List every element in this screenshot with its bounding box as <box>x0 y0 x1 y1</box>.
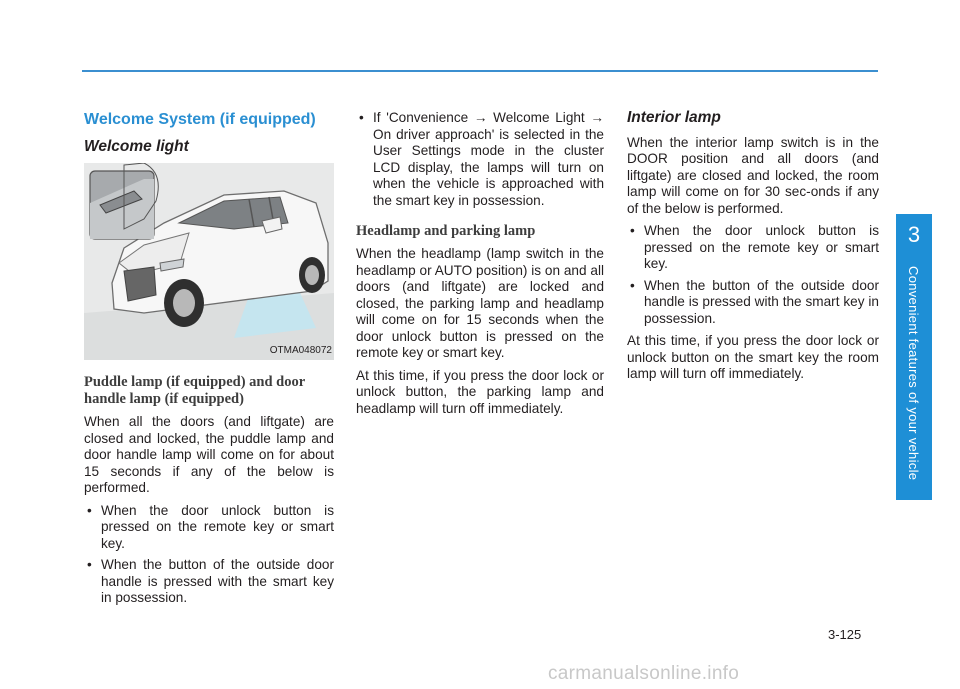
figure-code: OTMA048072 <box>269 344 332 356</box>
convenience-list <box>356 110 604 209</box>
puddle-lamp-heading: Puddle lamp (if equipped) and door handle lamp (if equipped) <box>84 374 305 407</box>
chapter-tab <box>896 214 932 500</box>
list-item: • If 'Convenience → Welcome Light → On driver approach' is selected in the User Settings mode in the cluster LCD display, the lamps will turn on when the vehicle is approached with the smart key in possession. <box>356 110 604 209</box>
interior-lamp-body: When the interior lamp switch is in the DOOR position and all doors (and liftgate) are closed and locked, the room lamp will come on for 30 sec-onds if any of the below is performed. <box>627 134 879 216</box>
puddle-lamp-list <box>84 503 334 607</box>
section-title: Welcome System (if equipped) <box>84 111 316 128</box>
list-item: • When the button of the outside door handle is pressed with the smart key in possession. <box>84 557 334 607</box>
car-puddle-lamp-illustration <box>84 163 334 360</box>
page-number: 3-125 <box>828 627 862 642</box>
car-illustration-svg <box>84 163 334 360</box>
chapter-number: 3 <box>907 222 921 247</box>
list-item: • When the door unlock button is pressed on the remote key or smart key. <box>84 503 334 553</box>
column-middle <box>356 110 604 423</box>
interior-lamp-list <box>627 223 879 327</box>
chapter-title: Convenient features of your vehicle <box>906 266 921 481</box>
interior-lamp-note: At this time, if you press the door lock or unlock button on the smart key the room lamp will turn off immediately. <box>627 333 879 381</box>
welcome-light-heading: Welcome light <box>84 137 189 155</box>
list-item: • When the button of the outside door handle is pressed with the smart key in possession. <box>627 278 879 328</box>
headlamp-heading: Headlamp and parking lamp <box>356 223 536 239</box>
column-left <box>84 110 334 613</box>
watermark-text: carmanualsonline.info <box>548 663 740 684</box>
interior-lamp-heading: Interior lamp <box>627 109 721 126</box>
list-item: • When the door unlock button is pressed on the remote key or smart key. <box>627 223 879 273</box>
puddle-lamp-intro: When all the doors (and liftgate) are closed and locked, the puddle lamp and door handle lamp will come on for about 15 seconds if any of the below is performed. <box>84 414 334 495</box>
headlamp-note: At this time, if you press the door lock or unlock button, the parking lamp and headlamp will turn off immediately. <box>356 367 604 416</box>
column-right <box>627 110 879 389</box>
headlamp-body: When the headlamp (lamp switch in the headlamp or AUTO position) is on and all doors (and liftgate) are locked and closed, the parking lamp and headlamp will come on for 15 seconds when the door unlock button is pressed on the remote key or smart key. <box>356 246 604 360</box>
top-rule <box>82 70 878 72</box>
